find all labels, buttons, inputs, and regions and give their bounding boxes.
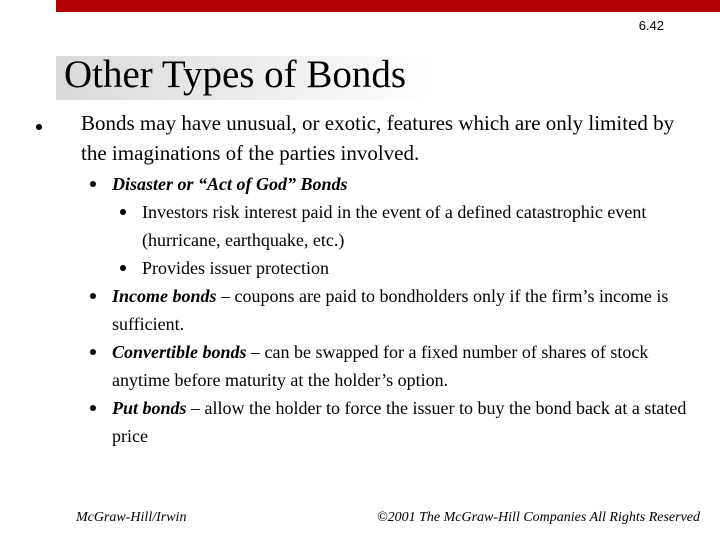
list-item-disaster-bonds bbox=[112, 170, 702, 198]
term-disaster-bonds: Disaster or “Act of God” Bonds bbox=[112, 174, 348, 194]
top-accent-bar bbox=[56, 0, 720, 12]
desc-income-bonds: – coupons are paid to bondholders only if the firm’s income is sufficient. bbox=[112, 286, 669, 334]
intro-text: Bonds may have unusual, or exotic, features which are only limited by the imaginations of the parties involved. bbox=[81, 111, 675, 165]
subitem-issuer-protection: Provides issuer protection bbox=[142, 258, 329, 278]
list-item-put-bonds bbox=[112, 394, 702, 450]
slide-number: 6.42 bbox=[638, 18, 664, 33]
bullet-icon bbox=[90, 349, 96, 355]
footer-copyright: ©2001 The McGraw-Hill Companies All Rights Reserved bbox=[376, 510, 700, 525]
bullet-icon bbox=[120, 265, 126, 271]
slide-title: Other Types of Bonds bbox=[64, 53, 407, 96]
desc-put-bonds: – allow the holder to force the issuer to buy the bond back at a stated price bbox=[112, 398, 687, 446]
term-put-bonds: Put bonds bbox=[112, 398, 187, 418]
bullet-icon bbox=[120, 209, 126, 215]
footer-publisher: McGraw-Hill/Irwin bbox=[76, 510, 187, 525]
bullet-icon bbox=[90, 181, 96, 187]
desc-convertible-bonds: – can be swapped for a fixed number of shares of stock anytime before maturity at the holder’s option. bbox=[112, 342, 649, 390]
term-income-bonds: Income bonds bbox=[112, 286, 217, 306]
bullet-icon bbox=[90, 405, 96, 411]
bullet-icon bbox=[90, 293, 96, 299]
term-convertible-bonds: Convertible bonds bbox=[112, 342, 247, 362]
subitem-investors-risk: Investors risk interest paid in the event of a defined catastrophic event (hurricane, earthquake, etc.) bbox=[142, 202, 647, 250]
left-accent-column bbox=[0, 0, 56, 120]
list-item-income-bonds bbox=[112, 282, 702, 338]
list-item-convertible-bonds bbox=[112, 338, 702, 394]
bullet-icon bbox=[36, 124, 42, 130]
